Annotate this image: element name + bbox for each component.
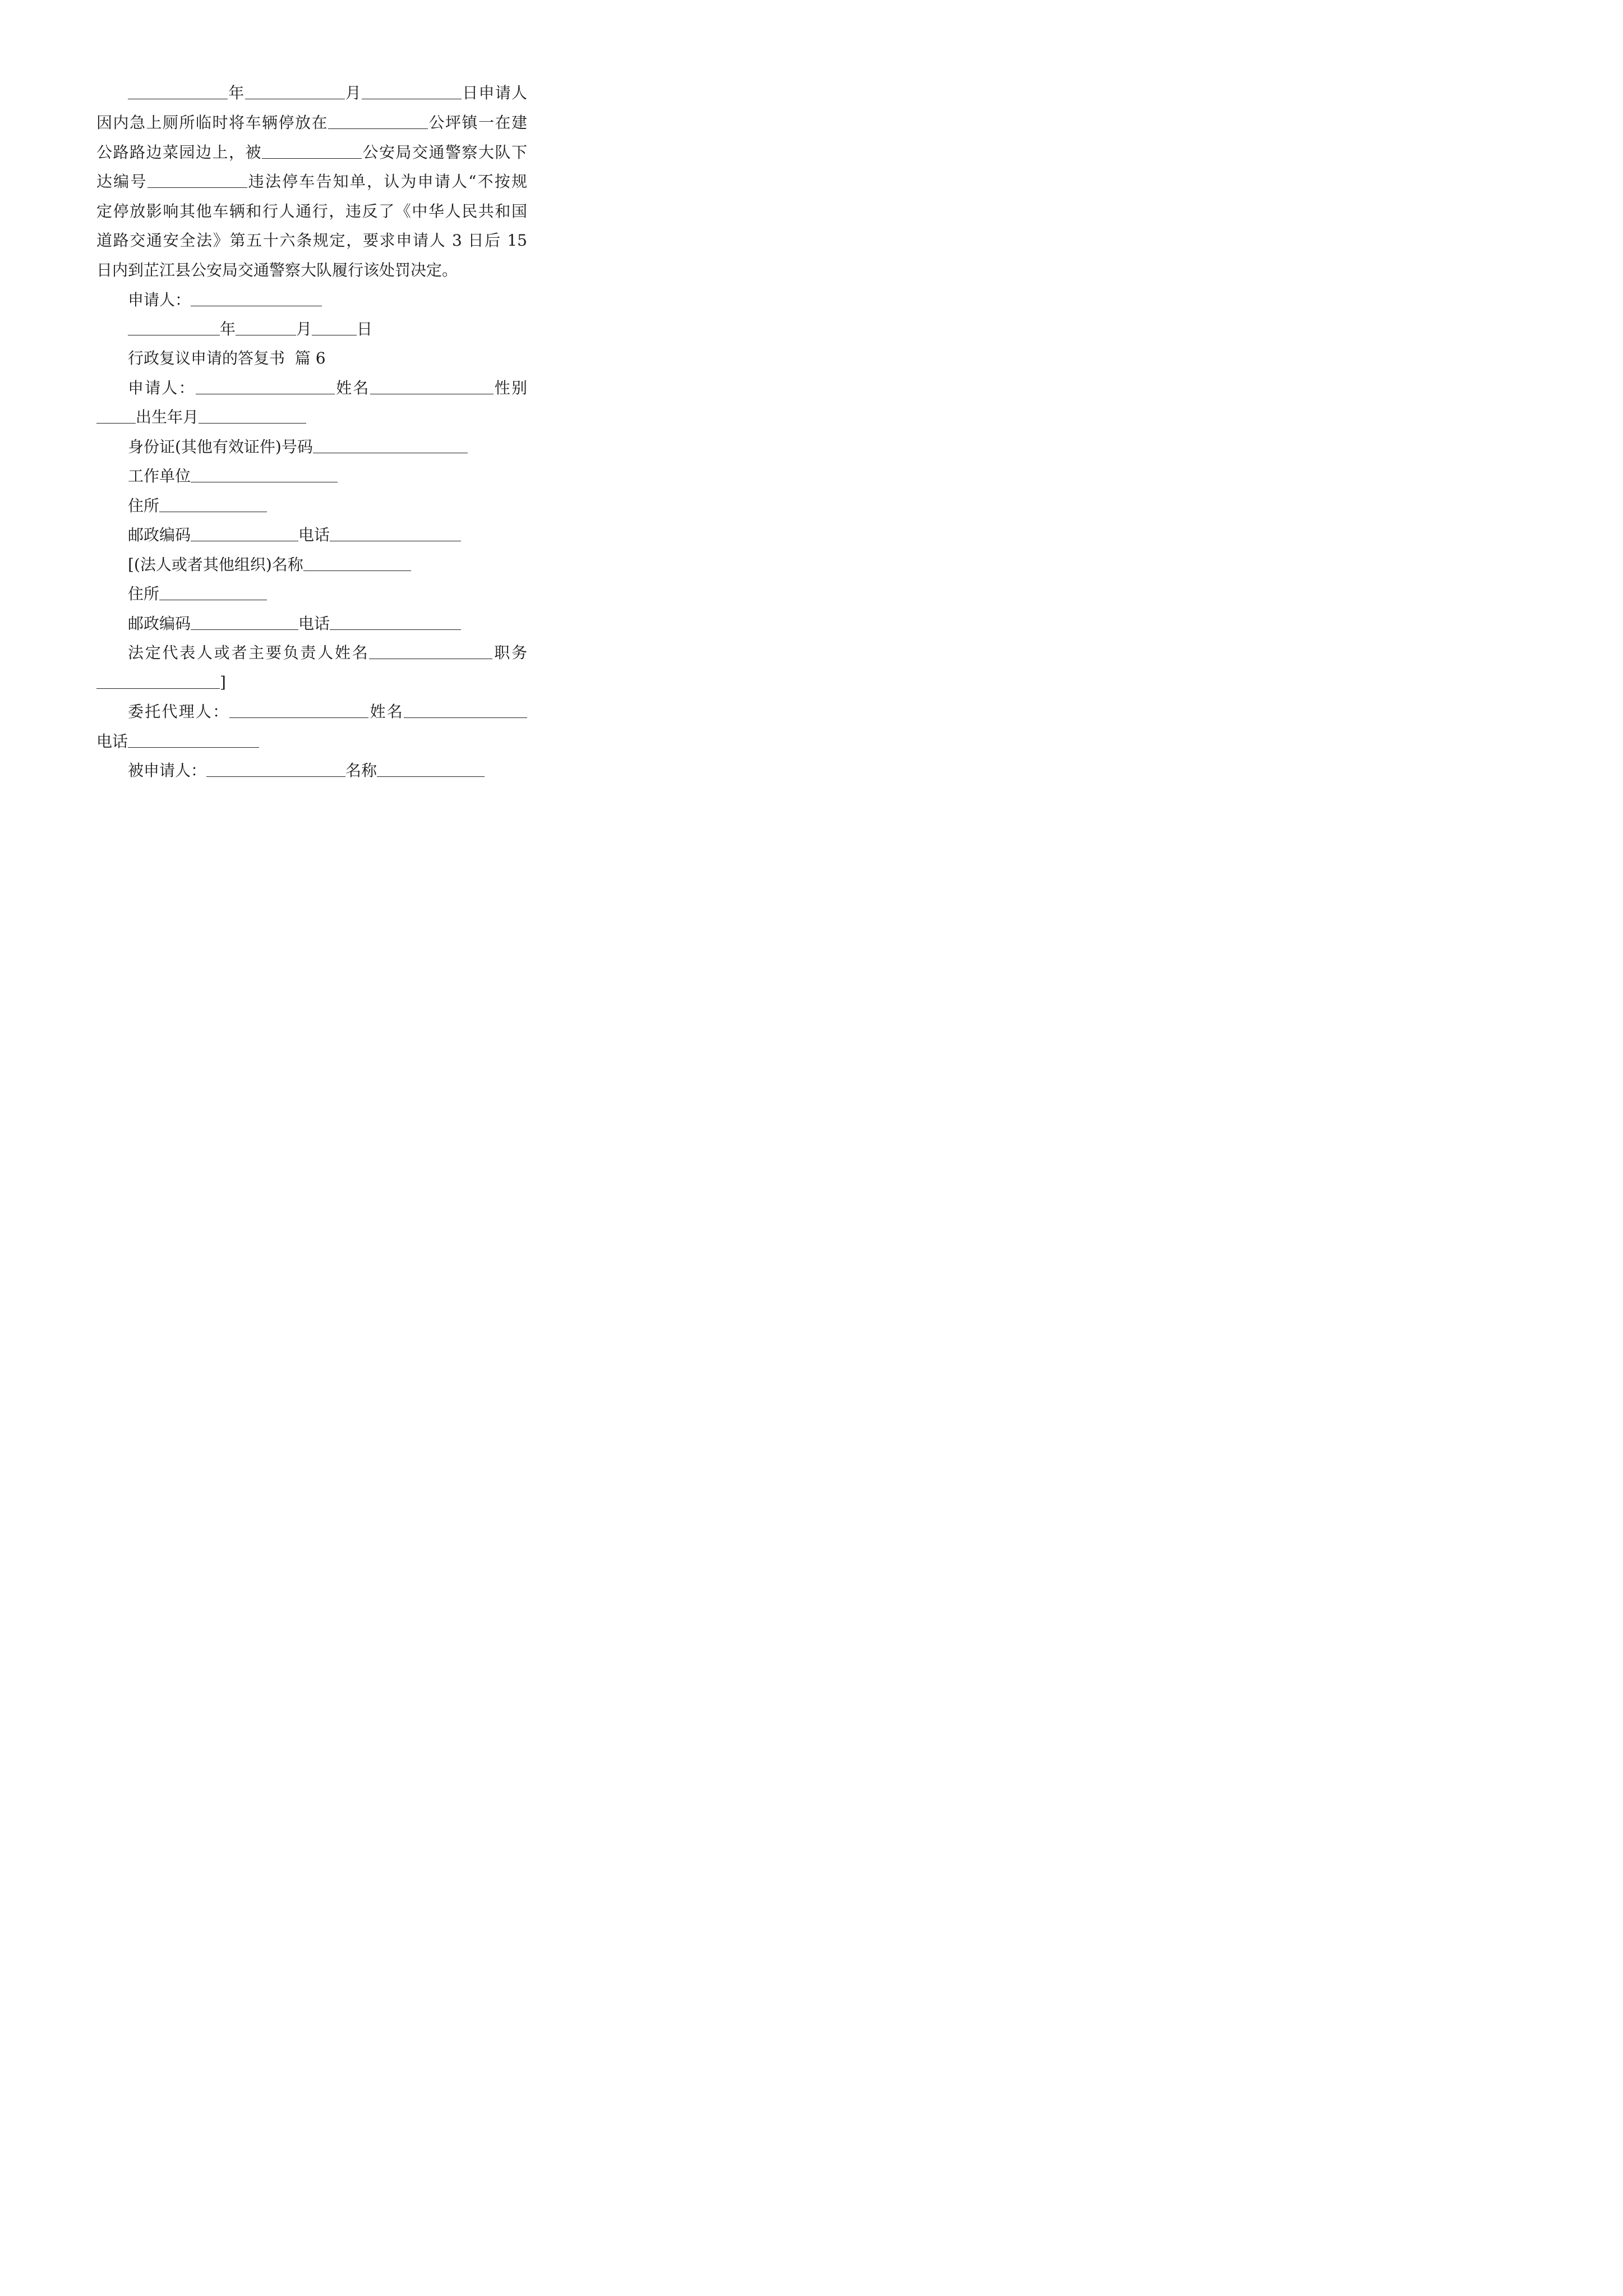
- form-line-id: [128, 437, 468, 457]
- label: 住所: [128, 496, 160, 515]
- text-year: 年: [220, 320, 236, 338]
- label: 委托代理人：: [128, 702, 230, 721]
- blank-line: [229, 717, 368, 718]
- form-line-org-name: [128, 555, 411, 575]
- signature-date: [128, 319, 372, 339]
- signature-applicant: [128, 290, 322, 310]
- blank-line: [96, 423, 136, 424]
- label: 名称: [345, 761, 377, 780]
- form-line-agent-phone: [96, 731, 259, 752]
- label: 申请人：: [128, 379, 196, 397]
- label: 住所: [128, 585, 160, 603]
- paragraph-line: 定停放影响其他车辆和行人通行，违反了《中华人民共和国: [96, 202, 527, 220]
- text-day: 日: [357, 320, 373, 338]
- document-page: [0, 0, 616, 872]
- text-segment: 违法停车告知单，认为申请人“不按规: [247, 172, 527, 191]
- form-line-residence: [128, 496, 267, 516]
- blank-line: [199, 423, 306, 424]
- label: 邮政编码: [128, 614, 191, 633]
- section-title: 行政复议申请的答复书 篇 6: [128, 349, 326, 367]
- form-line-work-unit: [128, 466, 338, 486]
- label: 电话: [298, 614, 330, 633]
- blank-line: [206, 776, 345, 777]
- form-line-postcode: [128, 525, 461, 545]
- blank-line: [96, 688, 220, 689]
- paragraph-line: [96, 113, 527, 133]
- label: 电话: [298, 526, 330, 544]
- label: 姓名: [368, 702, 404, 721]
- blank-line: [191, 629, 298, 630]
- blank-line: [404, 717, 527, 718]
- form-line-respondent: [128, 761, 485, 781]
- text-segment: 因内急上厕所临时将车辆停放在: [96, 113, 328, 132]
- text-month: 月: [296, 320, 312, 338]
- label: 职务: [492, 643, 527, 662]
- paragraph-line: 日内到芷江县公安局交通警察大队履行该处罚决定。: [96, 261, 458, 279]
- blank-line: [128, 747, 259, 748]
- text-year: 年: [228, 84, 245, 102]
- label: 电话: [96, 732, 128, 751]
- label: 性别: [493, 379, 527, 397]
- blank-line: [330, 629, 461, 630]
- label: 申请人：: [128, 291, 191, 309]
- paragraph-line: [96, 142, 527, 163]
- text-day-applicant: 日申请人: [462, 84, 527, 102]
- form-line-agent: [128, 702, 527, 722]
- form-line-legal-rep: [128, 643, 527, 663]
- label: [(法人或者其他组织)名称: [128, 555, 303, 574]
- label: 身份证(其他有效证件)号码: [128, 438, 313, 456]
- blank-line: [303, 570, 411, 571]
- form-line-postcode2: [128, 614, 461, 634]
- form-line-applicant: [128, 378, 527, 398]
- text-segment: 公坪镇一在建: [427, 113, 527, 132]
- label: 姓名: [334, 379, 370, 397]
- text-segment: 达编号: [96, 172, 147, 191]
- label: 邮政编码: [128, 526, 191, 544]
- paragraph-line: [96, 172, 527, 192]
- blank-line: [377, 776, 485, 777]
- blank-line: [328, 128, 428, 129]
- text-segment: 公路路边菜园边上，被: [96, 143, 262, 162]
- text-segment: 公安局交通警察大队下: [362, 143, 527, 162]
- form-line-bracket: [96, 673, 226, 693]
- bracket: ]: [220, 673, 226, 692]
- label: 出生年月: [136, 408, 199, 426]
- paragraph-line: 道路交通安全法》第五十六条规定，要求申请人 3 日后 15: [96, 231, 527, 250]
- text-month: 月: [344, 84, 362, 102]
- form-line-residence2: [128, 584, 267, 604]
- blank-line: [262, 158, 362, 159]
- label: 法定代表人或者主要负责人姓名: [128, 643, 370, 662]
- paragraph-line: [128, 83, 527, 103]
- label: 工作单位: [128, 467, 191, 485]
- blank-line: [147, 187, 247, 188]
- label: 被申请人：: [128, 761, 207, 780]
- form-line-birth: [96, 407, 306, 427]
